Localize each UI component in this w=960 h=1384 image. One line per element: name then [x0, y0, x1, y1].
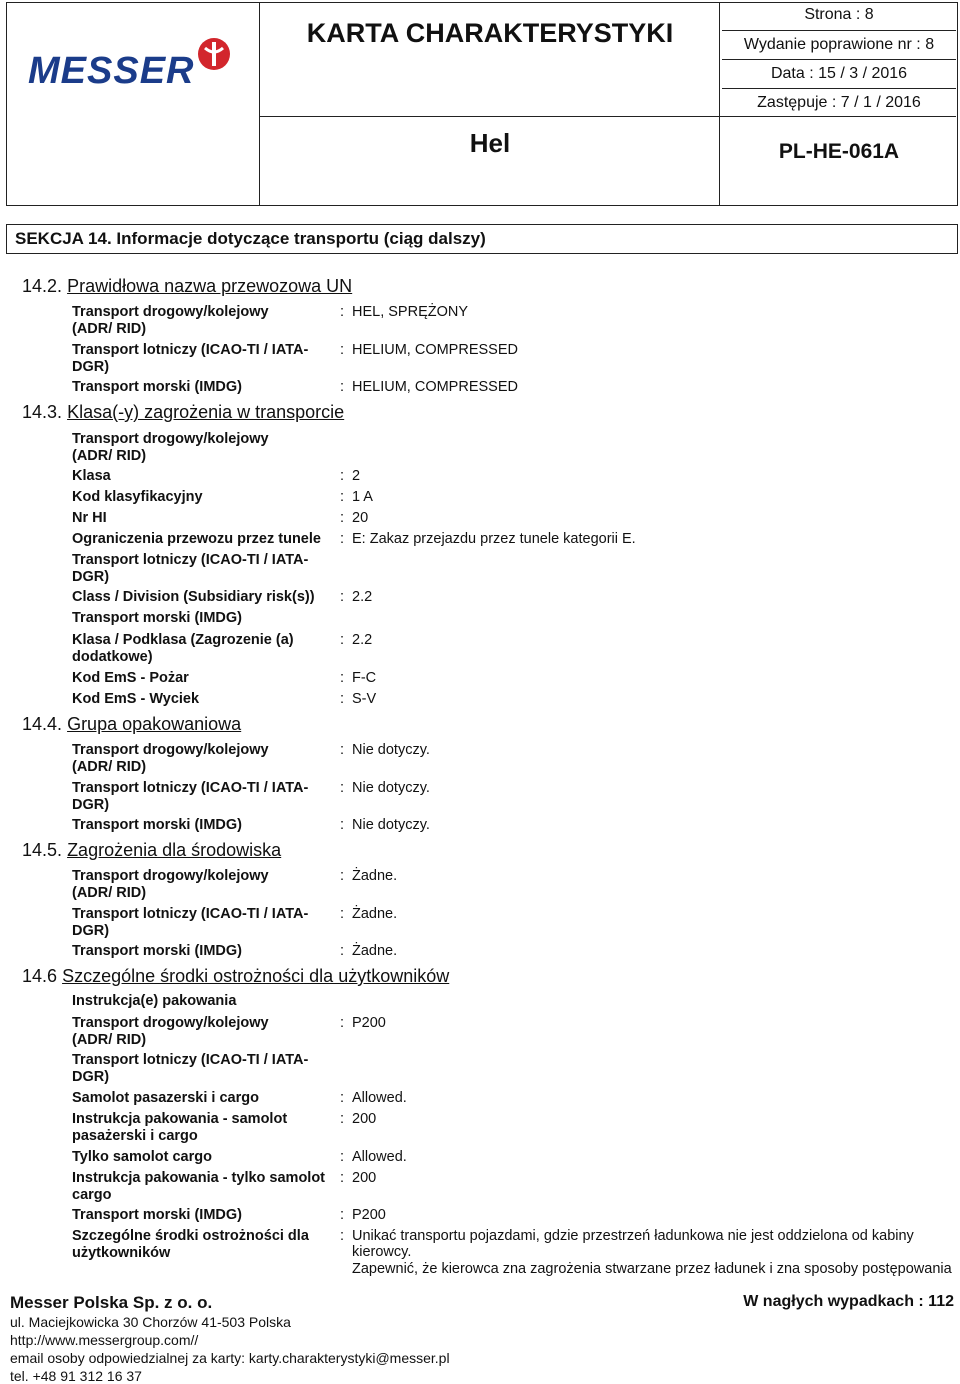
row-label: Samolot pasazerski i cargo	[72, 1090, 259, 1106]
row-label: Ograniczenia przewozu przez tunele	[72, 531, 321, 547]
row-value-continuation: kierowcy.	[352, 1244, 412, 1260]
subsection-number: 14.3.	[22, 402, 63, 422]
row-value: : S-V	[340, 691, 377, 707]
messer-logo	[28, 36, 238, 92]
footer-url[interactable]: http://www.messergroup.com//	[10, 1332, 199, 1348]
row-label: Transport drogowy/kolejowy (ADR/ RID)	[72, 304, 269, 337]
footer-address: ul. Maciejkowicka 30 Chorzów 41-503 Polska	[10, 1314, 291, 1330]
row-label: Transport morski (IMDG)	[72, 379, 242, 395]
row-value: : 1 A	[340, 489, 373, 505]
footer-emergency: W nagłych wypadkach : 112	[743, 1293, 954, 1310]
row-value: : 2.2	[340, 632, 373, 648]
row-label: Kod EmS - Wyciek	[72, 691, 200, 707]
row-value: : 2	[340, 468, 361, 484]
subsection-title: Grupa opakowaniowa	[67, 714, 242, 734]
row-value: : Nie dotyczy.	[340, 742, 430, 758]
row-label: Transport morski (IMDG)	[72, 1207, 242, 1223]
footer-company: Messer Polska Sp. z o. o.	[10, 1293, 213, 1312]
row-value: : Nie dotyczy.	[340, 780, 430, 796]
subsection-number: 14.4.	[22, 714, 63, 734]
subsection-number: 14.6	[22, 966, 58, 986]
row-label: Instrukcja pakowania - samolot pasażerski i cargo	[72, 1111, 288, 1144]
row-value: : Allowed.	[340, 1090, 407, 1106]
subsection-heading	[22, 402, 344, 423]
product-name: Hel	[469, 128, 511, 158]
subsection-number: 14.5.	[22, 840, 63, 860]
group-label: Instrukcja(e) pakowania	[72, 993, 237, 1009]
subsection-number: 14.2.	[22, 276, 63, 296]
row-value: : P200	[340, 1015, 386, 1031]
group-label: Transport lotniczy (ICAO-TI / IATA-DGR)	[72, 552, 309, 585]
row-value: : P200	[340, 1207, 386, 1223]
row-label: Transport lotniczy (ICAO-TI / IATA-DGR)	[72, 342, 309, 375]
row-value: : 200	[340, 1170, 377, 1186]
row-value: : 20	[340, 510, 369, 526]
section-title: SEKCJA 14. Informacje dotyczące transportu (ciąg dalszy)	[6, 224, 958, 254]
row-value: : HELIUM, COMPRESSED	[340, 379, 518, 395]
row-label: Kod klasyfikacyjny	[72, 489, 203, 505]
header-divider	[722, 30, 956, 31]
row-label: Nr HI	[72, 510, 107, 526]
row-label: Kod EmS - Pożar	[72, 670, 189, 686]
row-value: : Unikać transportu pojazdami, gdzie przestrzeń ładunkowa nie jest oddzielona od kabiny	[340, 1228, 914, 1244]
row-value-continuation: Zapewnić, że kierowca zna zagrożenia stwarzane przez ładunek i zna sposoby postępowania	[352, 1261, 952, 1277]
header-divider	[722, 59, 956, 60]
row-value: : 2.2	[340, 589, 373, 605]
row-label: Class / Division (Subsidiary risk(s))	[72, 589, 315, 605]
document-code: PL-HE-061A	[778, 140, 900, 163]
footer-email[interactable]: email osoby odpowiedzialnej za karty: karty.charakterystyki@messer.pl	[10, 1350, 450, 1366]
supersedes: Zastępuje : 7 / 1 / 2016	[757, 94, 921, 111]
row-value: : Allowed.	[340, 1149, 407, 1165]
row-label: Transport drogowy/kolejowy (ADR/ RID)	[72, 742, 269, 775]
document-title: KARTA CHARAKTERYSTYKI	[306, 18, 674, 48]
header-divider	[260, 116, 956, 117]
subsection-heading	[22, 276, 352, 297]
subsection-title: Zagrożenia dla środowiska	[67, 840, 282, 860]
row-value: : Żadne.	[340, 943, 398, 959]
row-label: Transport drogowy/kolejowy (ADR/ RID)	[72, 1015, 269, 1048]
group-label: Transport lotniczy (ICAO-TI / IATA-DGR)	[72, 1052, 309, 1085]
row-value: : 200	[340, 1111, 377, 1127]
revision-number: Wydanie poprawione nr : 8	[743, 36, 935, 53]
group-label: Transport morski (IMDG)	[72, 610, 242, 626]
row-value: : HELIUM, COMPRESSED	[340, 342, 518, 358]
row-label: Transport lotniczy (ICAO-TI / IATA-DGR)	[72, 780, 309, 813]
footer-phone: tel. +48 91 312 16 37	[10, 1368, 142, 1384]
page-number: Strona : 8	[804, 6, 874, 23]
header-logo-cell	[6, 2, 260, 206]
messer-flame-icon	[196, 36, 232, 72]
group-label: Transport drogowy/kolejowy (ADR/ RID)	[72, 431, 269, 464]
subsection-heading	[22, 966, 449, 987]
row-label: Szczególne środki ostrożności dla użytkowników	[72, 1228, 309, 1261]
issue-date: Data : 15 / 3 / 2016	[770, 65, 908, 82]
row-value: : Żadne.	[340, 868, 398, 884]
row-label: Transport morski (IMDG)	[72, 817, 242, 833]
row-label: Transport drogowy/kolejowy (ADR/ RID)	[72, 868, 269, 901]
row-value: : Żadne.	[340, 906, 398, 922]
subsection-title: Prawidłowa nazwa przewozowa UN	[67, 276, 353, 296]
row-value: : F-C	[340, 670, 377, 686]
row-label: Instrukcja pakowania - tylko samolot cargo	[72, 1170, 326, 1203]
row-label: Klasa	[72, 468, 111, 484]
row-label: Transport lotniczy (ICAO-TI / IATA-DGR)	[72, 906, 309, 939]
subsection-heading	[22, 840, 281, 861]
header-divider	[722, 88, 956, 89]
logo-wordmark: MESSER	[28, 50, 195, 92]
row-value: : HEL, SPRĘŻONY	[340, 304, 469, 320]
subsection-title: Klasa(-y) zagrożenia w transporcie	[67, 402, 345, 422]
subsection-title: Szczególne środki ostrożności dla użytkowników	[62, 966, 450, 986]
subsection-heading	[22, 714, 241, 735]
row-label: Tylko samolot cargo	[72, 1149, 212, 1165]
row-value: : E: Zakaz przejazdu przez tunele kategorii E.	[340, 531, 636, 547]
row-value: : Nie dotyczy.	[340, 817, 430, 833]
row-label: Klasa / Podklasa (Zagrozenie (a) dodatkowe)	[72, 632, 294, 665]
row-label: Transport morski (IMDG)	[72, 943, 242, 959]
